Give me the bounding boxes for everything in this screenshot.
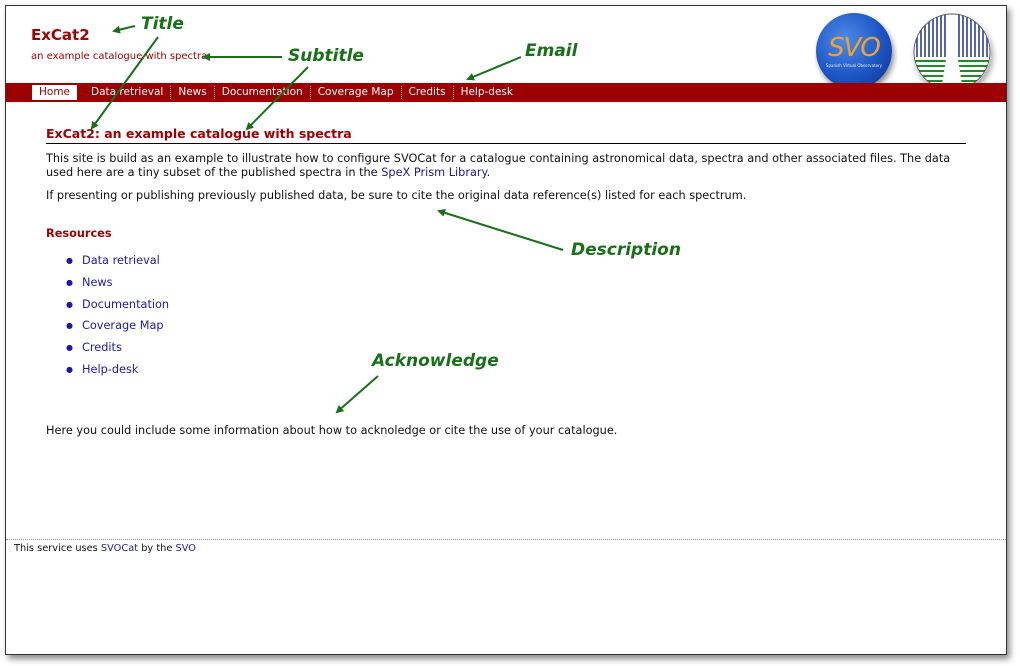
footer-divider xyxy=(6,539,1006,540)
nav-home[interactable]: Home xyxy=(32,85,77,100)
footer-prefix: This service uses xyxy=(14,543,98,554)
resources-heading: Resources xyxy=(46,227,112,240)
description-paragraph xyxy=(46,152,966,180)
description-end: . xyxy=(486,166,491,179)
annotation-description: Description xyxy=(571,240,681,260)
observatory-logo[interactable] xyxy=(913,13,991,91)
bullet-icon: ● xyxy=(66,321,73,331)
footer-svo-link[interactable]: SVO xyxy=(175,543,197,554)
resources-list xyxy=(66,254,966,385)
footer-svocat-link[interactable]: SVOCat xyxy=(100,543,139,554)
nav-news[interactable]: News xyxy=(171,86,214,99)
list-item xyxy=(66,319,966,341)
resource-link-documentation[interactable]: Documentation xyxy=(82,297,170,311)
main-content xyxy=(46,126,966,385)
list-item xyxy=(66,341,966,363)
resource-link-news[interactable]: News xyxy=(82,275,113,289)
page-frame xyxy=(5,5,1007,655)
bullet-icon: ● xyxy=(66,364,73,374)
list-item xyxy=(66,363,966,385)
acknowledge-text: Here you could include some information about how to acknoledge or cite the use of your catalogue. xyxy=(46,424,618,437)
list-item xyxy=(66,276,966,298)
svo-logo-text: SVO xyxy=(828,33,880,63)
list-item xyxy=(66,298,966,320)
bullet-icon: ● xyxy=(66,299,73,309)
page-heading: ExCat2: an example catalogue with spectra xyxy=(46,126,966,144)
annotation-email: Email xyxy=(525,41,578,61)
site-subtitle: an example catalogue with spectra xyxy=(31,51,208,62)
main-nav xyxy=(6,83,1006,102)
resource-link-credits[interactable]: Credits xyxy=(82,341,122,355)
annotation-acknowledge: Acknowledge xyxy=(372,351,499,371)
resource-link-help-desk[interactable]: Help-desk xyxy=(82,362,139,376)
footer-middle: by the xyxy=(141,543,173,554)
site-title: ExCat2 xyxy=(31,26,90,44)
nav-data-retrieval[interactable]: Data retrieval xyxy=(84,86,171,99)
description-text: This site is build as an example to illustrate how to configure SVOCat for a catalogue containing astronomical data, spectra and other associated files. The data used here are a tiny subset of the published spectra in the xyxy=(46,152,951,179)
svo-logo-subtext: Spanish Virtual Observatory xyxy=(825,63,883,68)
bullet-icon: ● xyxy=(66,343,73,353)
nav-help-desk[interactable]: Help-desk xyxy=(460,86,513,98)
nav-credits[interactable]: Credits xyxy=(402,86,454,99)
footer xyxy=(14,543,196,554)
resource-link-data-retrieval[interactable]: Data retrieval xyxy=(82,254,160,267)
bullet-icon: ● xyxy=(66,277,73,287)
citation-paragraph: If presenting or publishing previously published data, be sure to cite the original data reference(s) listed for each spectrum. xyxy=(46,189,747,202)
resource-link-coverage-map[interactable]: Coverage Map xyxy=(82,319,164,333)
spex-prism-library-link[interactable]: SpeX Prism Library xyxy=(381,166,487,179)
annotation-subtitle: Subtitle xyxy=(288,46,364,66)
nav-documentation[interactable]: Documentation xyxy=(215,86,311,99)
svo-logo[interactable] xyxy=(816,13,892,89)
nav-coverage-map[interactable]: Coverage Map xyxy=(311,86,402,99)
list-item xyxy=(66,254,966,276)
annotation-title: Title xyxy=(141,14,184,34)
bullet-icon: ● xyxy=(66,256,73,265)
